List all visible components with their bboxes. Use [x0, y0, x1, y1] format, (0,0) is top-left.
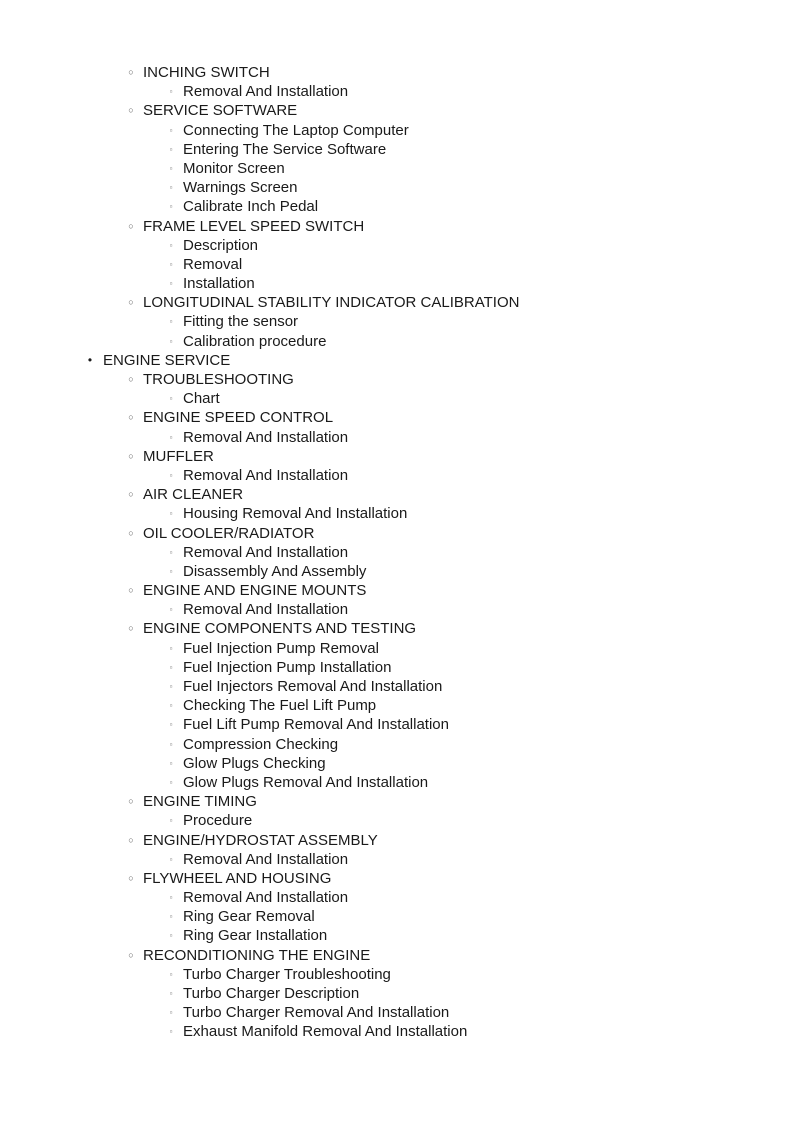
toc-subsection	[0, 619, 794, 638]
toc-subsection	[0, 408, 794, 427]
toc-label: Compression Checking	[183, 735, 339, 753]
toc-label: Turbo Charger Removal And Installation	[183, 1004, 450, 1022]
toc-item	[0, 178, 794, 197]
circle-bullet-icon: ○	[128, 872, 134, 883]
toc-subsection	[0, 831, 794, 850]
toc-label: Checking The Fuel Lift Pump	[183, 697, 377, 715]
toc-item	[0, 1003, 794, 1022]
toc-label: Description	[183, 236, 259, 254]
toc-label: Glow Plugs Removal And Installation	[183, 773, 429, 791]
circle-bullet-icon: ○	[128, 374, 134, 384]
toc-label: Ring Gear Installation	[183, 927, 328, 945]
circle-bullet-icon: ○	[128, 585, 134, 596]
circle-bullet-icon: ○	[128, 412, 134, 423]
toc-label: Connecting The Laptop Computer	[183, 121, 409, 139]
circle-bullet-icon: ○	[128, 105, 134, 116]
toc-item	[0, 140, 794, 159]
square-bullet-icon: ▫	[169, 739, 173, 749]
toc-label: Glow Plugs Checking	[183, 754, 326, 772]
toc-item	[0, 159, 794, 178]
toc-item	[0, 236, 794, 255]
toc-label: Fuel Injectors Removal And Installation	[183, 678, 443, 695]
toc-label: MUFFLER	[143, 447, 214, 465]
toc-label: LONGITUDINAL STABILITY INDICATOR CALIBRATION	[143, 294, 520, 312]
toc-item	[0, 389, 794, 408]
toc-item	[0, 197, 794, 216]
square-bullet-icon: ▫	[169, 432, 173, 442]
toc-subsection	[0, 581, 794, 600]
toc-label: FLYWHEEL AND HOUSING	[143, 869, 332, 887]
circle-bullet-icon: ○	[128, 489, 134, 500]
toc-label: Fuel Injection Pump Installation	[183, 658, 392, 676]
square-bullet-icon: ▫	[169, 183, 173, 193]
toc-item	[0, 773, 794, 792]
toc-label: Removal	[183, 255, 243, 273]
toc-subsection	[0, 447, 794, 466]
toc-label: Fuel Injection Pump Removal	[183, 639, 379, 657]
toc-label: Removal And Installation	[183, 428, 349, 446]
square-bullet-icon: ▫	[169, 509, 173, 519]
toc-item	[0, 965, 794, 984]
square-bullet-icon: ▫	[169, 816, 173, 826]
toc-item	[0, 715, 794, 734]
circle-bullet-icon: ○	[128, 220, 134, 231]
toc-item	[0, 888, 794, 907]
toc-label: ENGINE/HYDROSTAT ASSEMBLY	[143, 831, 378, 849]
square-bullet-icon: ▫	[169, 969, 173, 979]
toc-label: Fitting the sensor	[183, 313, 299, 331]
circle-bullet-icon: ○	[128, 796, 134, 807]
toc-item	[0, 907, 794, 926]
toc-label: ENGINE SERVICE	[103, 351, 231, 369]
square-bullet-icon: ▫	[169, 989, 173, 998]
toc-item	[0, 926, 794, 945]
toc-label: Turbo Charger Description	[183, 985, 360, 1002]
toc-item	[0, 543, 794, 562]
toc-section	[0, 351, 794, 370]
square-bullet-icon: ▫	[169, 279, 173, 289]
toc-label: Disassembly And Assembly	[183, 562, 367, 580]
square-bullet-icon: ▫	[169, 547, 173, 557]
toc-label: Ring Gear Removal	[183, 908, 315, 926]
toc-subsection	[0, 63, 794, 82]
toc-item	[0, 274, 794, 293]
toc-subsection	[0, 946, 794, 965]
toc-label: Fuel Lift Pump Removal And Installation	[183, 716, 449, 734]
square-bullet-icon: ▫	[169, 931, 173, 941]
square-bullet-icon: ▫	[169, 394, 173, 404]
square-bullet-icon: ▫	[169, 163, 173, 173]
square-bullet-icon: ▫	[169, 662, 173, 672]
toc-label: Removal And Installation	[183, 850, 349, 868]
square-bullet-icon: ▫	[169, 720, 173, 730]
toc-label: Removal And Installation	[183, 466, 349, 484]
square-bullet-icon: ▫	[169, 893, 173, 903]
square-bullet-icon: ▫	[169, 605, 173, 615]
toc-label: ENGINE AND ENGINE MOUNTS	[143, 582, 367, 600]
toc-label: SERVICE SOFTWARE	[143, 102, 298, 120]
toc-label: Calibration procedure	[183, 332, 327, 350]
toc-item	[0, 811, 794, 830]
toc-label: AIR CLEANER	[143, 486, 244, 504]
circle-bullet-icon: ○	[128, 450, 134, 461]
toc-item	[0, 754, 794, 773]
square-bullet-icon: ▫	[169, 1008, 173, 1018]
square-bullet-icon: ▫	[169, 125, 173, 135]
toc-item	[0, 658, 794, 677]
toc-label: FRAME LEVEL SPEED SWITCH	[143, 217, 365, 235]
toc-label: Removal And Installation	[183, 889, 349, 907]
toc-subsection	[0, 524, 794, 543]
toc-item	[0, 466, 794, 485]
toc-item	[0, 984, 794, 1003]
toc-subsection	[0, 792, 794, 811]
square-bullet-icon: ▫	[169, 470, 173, 480]
square-bullet-icon: ▫	[169, 912, 173, 922]
toc-label: Warnings Screen	[183, 179, 298, 197]
toc-label: RECONDITIONING THE ENGINE	[143, 946, 371, 964]
toc-label: OIL COOLER/RADIATOR	[143, 524, 315, 542]
toc-subsection	[0, 217, 794, 236]
square-bullet-icon: ▫	[169, 701, 173, 711]
toc-item	[0, 600, 794, 619]
toc-label: ENGINE COMPONENTS AND TESTING	[143, 620, 417, 638]
toc-item	[0, 677, 794, 696]
toc-item	[0, 255, 794, 274]
toc-item	[0, 1022, 794, 1041]
toc-item	[0, 562, 794, 581]
toc-item	[0, 504, 794, 523]
toc-item	[0, 332, 794, 351]
toc-item	[0, 428, 794, 447]
square-bullet-icon: ▫	[169, 854, 173, 864]
square-bullet-icon: ▫	[169, 682, 173, 691]
circle-bullet-icon: ○	[128, 949, 134, 960]
toc-label: Installation	[183, 275, 255, 293]
toc-subsection	[0, 370, 794, 389]
square-bullet-icon: ▫	[169, 1027, 173, 1037]
toc-label: ENGINE TIMING	[143, 793, 257, 811]
circle-bullet-icon: ○	[128, 297, 134, 308]
toc-label: Monitor Screen	[183, 159, 285, 177]
square-bullet-icon: ▫	[169, 566, 173, 576]
toc-item	[0, 735, 794, 754]
toc-subsection	[0, 869, 794, 888]
toc-subsection	[0, 293, 794, 312]
toc-label: TROUBLESHOOTING	[143, 371, 294, 388]
toc-label: Entering The Service Software	[183, 140, 387, 158]
toc-label: Turbo Charger Troubleshooting	[183, 965, 391, 983]
circle-bullet-icon: ○	[128, 623, 134, 634]
square-bullet-icon: ▫	[169, 144, 173, 154]
toc-label: ENGINE SPEED CONTROL	[143, 409, 334, 427]
toc-label: Removal And Installation	[183, 543, 349, 561]
square-bullet-icon: ▫	[169, 87, 173, 97]
toc-item	[0, 696, 794, 715]
square-bullet-icon: ▫	[169, 758, 173, 768]
square-bullet-icon: ▫	[169, 336, 173, 346]
bullet-icon: •	[87, 352, 93, 367]
toc-item	[0, 312, 794, 331]
toc-label: Exhaust Manifold Removal And Installation	[183, 1023, 468, 1041]
table-of-contents	[0, 63, 794, 1042]
square-bullet-icon: ▫	[169, 202, 173, 212]
toc-label: Removal And Installation	[183, 601, 349, 619]
square-bullet-icon: ▫	[169, 240, 173, 250]
toc-item	[0, 121, 794, 140]
toc-subsection	[0, 485, 794, 504]
toc-subsection	[0, 101, 794, 120]
toc-item	[0, 850, 794, 869]
square-bullet-icon: ▫	[169, 643, 173, 653]
circle-bullet-icon: ○	[128, 527, 134, 538]
toc-label: Housing Removal And Installation	[183, 505, 408, 523]
toc-item	[0, 82, 794, 101]
toc-label: Calibrate Inch Pedal	[183, 198, 319, 216]
circle-bullet-icon: ○	[128, 67, 134, 77]
toc-item	[0, 639, 794, 658]
toc-label: Chart	[183, 390, 220, 408]
toc-label: Removal And Installation	[183, 83, 349, 101]
square-bullet-icon: ▫	[169, 777, 173, 787]
toc-label: Procedure	[183, 812, 253, 830]
circle-bullet-icon: ○	[128, 834, 134, 845]
toc-label: INCHING SWITCH	[143, 64, 270, 81]
square-bullet-icon: ▫	[169, 317, 173, 327]
square-bullet-icon: ▫	[169, 259, 173, 269]
